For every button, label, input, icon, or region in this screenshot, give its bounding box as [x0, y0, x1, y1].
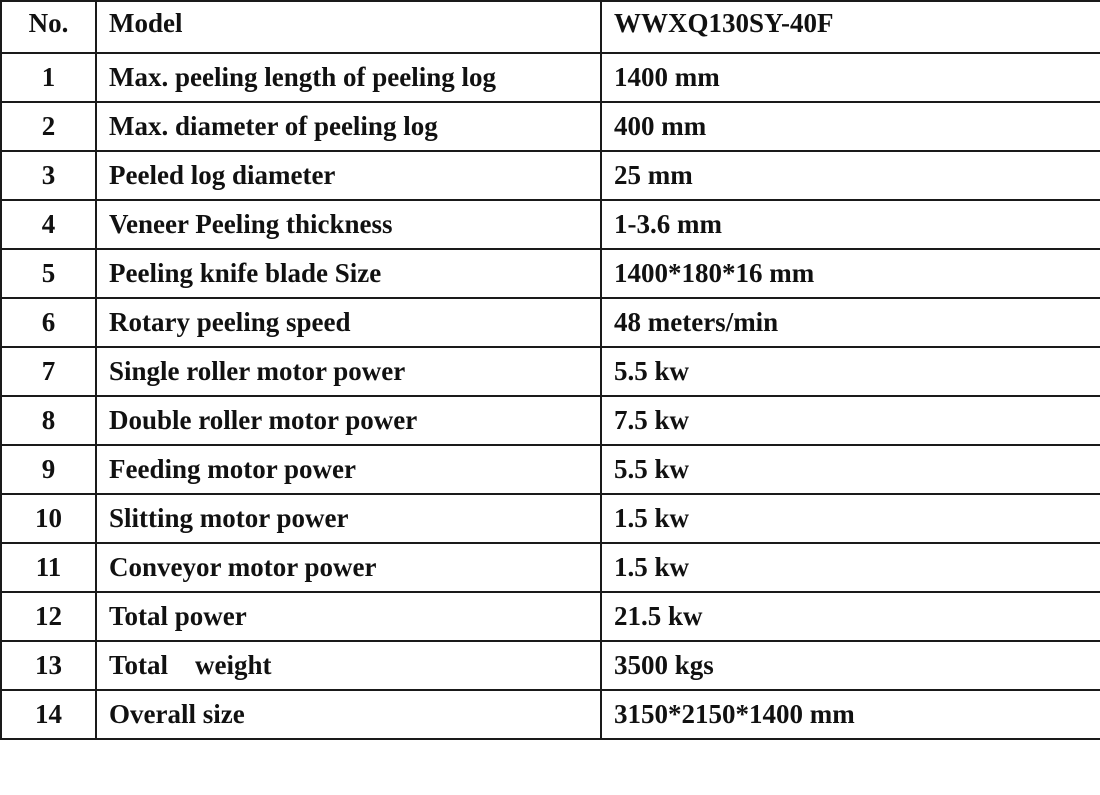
row-number: 12	[1, 592, 96, 641]
table-row	[1, 690, 1100, 739]
row-number: 13	[1, 641, 96, 690]
row-parameter: Veneer Peeling thickness	[96, 200, 601, 249]
row-number: 14	[1, 690, 96, 739]
row-number: 7	[1, 347, 96, 396]
table-row	[1, 494, 1100, 543]
row-value: 400 mm	[601, 102, 1100, 151]
row-value: 1400*180*16 mm	[601, 249, 1100, 298]
row-value: 1400 mm	[601, 53, 1100, 102]
row-parameter: Max. peeling length of peeling log	[96, 53, 601, 102]
row-value: 1.5 kw	[601, 494, 1100, 543]
row-number: 11	[1, 543, 96, 592]
row-parameter: Rotary peeling speed	[96, 298, 601, 347]
row-value: 7.5 kw	[601, 396, 1100, 445]
row-parameter: Total power	[96, 592, 601, 641]
table-row	[1, 396, 1100, 445]
row-value: 5.5 kw	[601, 445, 1100, 494]
row-parameter: Feeding motor power	[96, 445, 601, 494]
row-parameter: Single roller motor power	[96, 347, 601, 396]
row-parameter: Peeled log diameter	[96, 151, 601, 200]
row-parameter: Peeling knife blade Size	[96, 249, 601, 298]
row-number: 8	[1, 396, 96, 445]
row-value: 3500 kgs	[601, 641, 1100, 690]
table-row	[1, 249, 1100, 298]
row-value: 25 mm	[601, 151, 1100, 200]
row-value: 1.5 kw	[601, 543, 1100, 592]
row-number: 5	[1, 249, 96, 298]
table-header-row	[1, 1, 1100, 53]
row-number: 6	[1, 298, 96, 347]
row-number: 2	[1, 102, 96, 151]
row-value: 3150*2150*1400 mm	[601, 690, 1100, 739]
row-parameter: Slitting motor power	[96, 494, 601, 543]
row-value: 21.5 kw	[601, 592, 1100, 641]
table-body	[1, 53, 1100, 739]
table-row	[1, 53, 1100, 102]
table-row	[1, 151, 1100, 200]
row-parameter: Max. diameter of peeling log	[96, 102, 601, 151]
row-value: 1-3.6 mm	[601, 200, 1100, 249]
header-no: No.	[1, 1, 96, 53]
header-model-value: WWXQ130SY-40F	[601, 1, 1100, 53]
header-model: Model	[96, 1, 601, 53]
table-row	[1, 298, 1100, 347]
row-number: 4	[1, 200, 96, 249]
table-row	[1, 641, 1100, 690]
row-parameter: Conveyor motor power	[96, 543, 601, 592]
row-number: 1	[1, 53, 96, 102]
row-number: 3	[1, 151, 96, 200]
row-parameter: Overall size	[96, 690, 601, 739]
row-number: 9	[1, 445, 96, 494]
row-number: 10	[1, 494, 96, 543]
table-row	[1, 102, 1100, 151]
table-row	[1, 543, 1100, 592]
row-parameter: Double roller motor power	[96, 396, 601, 445]
table-row	[1, 445, 1100, 494]
row-value: 5.5 kw	[601, 347, 1100, 396]
table-row	[1, 347, 1100, 396]
table-row	[1, 592, 1100, 641]
row-value: 48 meters/min	[601, 298, 1100, 347]
row-parameter: Total weight	[96, 641, 601, 690]
table-row	[1, 200, 1100, 249]
